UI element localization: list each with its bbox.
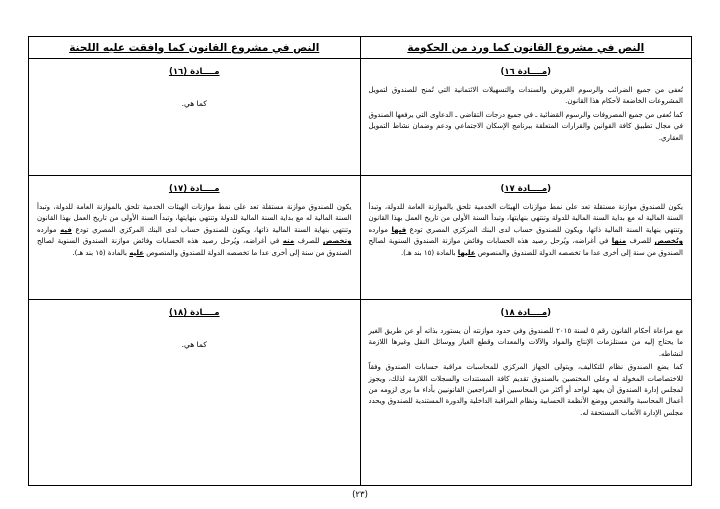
emphasized-word: منها bbox=[611, 237, 627, 246]
article-title: مــــادة (١٧) bbox=[168, 184, 220, 194]
article-paragraph: كما يضع الصندوق نظام للتكاليف، ويتولى الجهاز المركزي للمحاسبات مراقبة حسابات الصندوق وفقاً للاختصاصات المخولة له وعلى المختصين بالصندوق تقديم كافة المستندات والسجلات اللازمة لذلك، ويجوز لمجلس إدارة الصندوق أن يعهد لواحد أو أكثر من المحاسبين أو المراجعين القانونيين بأداء ما يرى لزومه من أعمال المحاسبة والفحص ووضع الأنظمة الحسابية ونظام المراقبة الداخلية والدورة المستندية للصندوق ويحدد مجلس الإدارة الأتعاب المستحقة له. bbox=[368, 363, 683, 417]
article-title: مــــادة ١٧ bbox=[504, 184, 548, 194]
article-title: مــــادة (١٨) bbox=[168, 308, 220, 318]
committee-article-17 bbox=[29, 176, 361, 300]
table-header-row bbox=[29, 37, 692, 59]
article-title: مــــادة (١٦) bbox=[168, 67, 220, 77]
emphasized-word: فيها bbox=[391, 225, 407, 234]
unchanged-note: كما هي. bbox=[181, 340, 207, 349]
comparison-table bbox=[28, 36, 692, 486]
article-title: مــــادة ١٦ bbox=[504, 67, 548, 77]
article-18-row bbox=[29, 300, 692, 486]
article-17-row bbox=[29, 176, 692, 300]
article-paragraph: يكون للصندوق موازنة مستقلة تعد على نمط موازنات الهيئات الخدمية تلحق بالموازنة العامة للدولة، وتبدأ السنة المالية له مع بداية السنة المالية للدولة وتنتهي بنهايتها، وتبدأ السنة الأولى من تاريخ العمل بهذا القانون وتنتهي بنهاية السنة المالية ذاتها، ويكون للصندوق حساب لدى البنك المركزي المصري تودع فيه موارده وتخصص للصرف منه في أغراضه، ويُرحل رصيد هذه الحسابات وفائض موازنة الصندوق السنوية لصالح الصندوق من سنة إلى أخرى عدا ما تخصصه الدولة للصندوق والمنصوص عليه بالمادة (١٥ بند هـ). bbox=[37, 203, 352, 257]
government-text-header: النص في مشروع القانون كما ورد من الحكومة bbox=[360, 37, 692, 59]
committee-article-16 bbox=[29, 59, 361, 176]
government-article-18: (مــــادة ١٨) مع مراعاة أحكام القانون رقم ٥ لسنة ٢٠١٥ للصندوق وفي حدود موازنته أن يستورد بذاته أو عن طريق الغير ما يحتاج إليه من مستلزمات الإنتاج والمواد والآلات والمعدات وقطع الغيار ووسائل النقل وغيرها اللازمة لنشاطه. كما يضع الصندوق نظام للتكاليف، ويتولى الجهاز المركزي للمحاسبات مراقبة حسابات الصندوق وفقاً للاختصاصات المخولة له وعلى المختصين بالصندوق تقديم كافة المستندات والسجلات اللازمة لذلك، ويجوز لمجلس إدارة الصندوق أن يعهد لواحد أو أكثر من المحاسبين أو المراجعين القانونيين بأداء ما يرى لزومه من أعمال المحاسبة والفحص ووضع الأنظمة الحسابية ونظام المراقبة الداخلية والدورة المستندية للصندوق ويحدد مجلس الإدارة الأتعاب المستحقة له. bbox=[360, 300, 692, 486]
committee-article-18 bbox=[29, 300, 361, 486]
emphasized-word: وتُخصص bbox=[654, 237, 684, 246]
emphasized-word: عليه bbox=[129, 248, 144, 257]
article-paragraph: يكون للصندوق موازنة مستقلة تعد على نمط موازنات الهيئات الخدمية تلحق بالموازنة العامة للدولة، وتبدأ السنة المالية له مع بداية السنة المالية للدولة وتنتهي بنهايتها، وتبدأ السنة الأولى من تاريخ العمل بهذا القانون وتنتهي بنهاية السنة المالية ذاتها، ويكون للصندوق حساب لدى البنك المركزي المصري تودع فيها موارده وتُخصص للصرف منها في أغراضه، ويُرحل رصيد هذه الحسابات وفائض موازنة الصندوق السنوية لصالح الصندوق من سنة إلى أخرى عدا ما تخصصه الدولة للصندوق والمنصوص عليها بالمادة (١٥ بند هـ). bbox=[368, 203, 684, 257]
committee-text-header: النص في مشروع القانون كما وافقت عليه اللجنة bbox=[29, 37, 361, 59]
article-16-row bbox=[29, 59, 692, 176]
page-number: (٢٣) bbox=[352, 490, 368, 500]
emphasized-word: منه bbox=[282, 237, 295, 246]
emphasized-word: عليها bbox=[457, 248, 476, 257]
article-title: مــــادة ١٨ bbox=[504, 308, 548, 318]
article-paragraph: تُعفى من جميع الضرائب والرسوم القروض والسندات والتسهيلات الائتمانية التي تُمنح للصندوق لتمويل المشروعات الخاضعة لأحكام هذا القانون. bbox=[368, 86, 683, 106]
article-paragraph: مع مراعاة أحكام القانون رقم ٥ لسنة ٢٠١٥ للصندوق وفي حدود موازنته أن يستورد بذاته أو عن طريق الغير ما يحتاج إليه من مستلزمات الإنتاج والمواد والآلات والمعدات وقطع الغيار ووسائل النقل وغيرها اللازمة لنشاطه. bbox=[368, 327, 683, 358]
unchanged-note: كما هي. bbox=[181, 99, 207, 108]
emphasized-word: وتخصص bbox=[323, 237, 352, 246]
emphasized-word: فيه bbox=[60, 225, 72, 234]
government-article-16: (مــــادة ١٦) تُعفى من جميع الضرائب والرسوم القروض والسندات والتسهيلات الائتمانية التي تُمنح للصندوق لتمويل المشروعات الخاضعة لأحكام هذا القانون. كما تُعفى من جميع المصروفات والرسوم القضائية ـ في جميع درجات التقاضي ـ الدعاوى التي يرفعها الصندوق في مجال تطبيق كافة القوانين والقرارات المتعلقة ببرنامج الإسكان الاجتماعي ودعم وضمان نشاط التمويل العقاري. bbox=[360, 59, 692, 176]
government-article-17: (مــــادة ١٧) يكون للصندوق موازنة مستقلة تعد على نمط موازنات الهيئات الخدمية تلحق بالموازنة العامة للدولة، وتبدأ السنة المالية له مع بداية السنة المالية للدولة وتنتهي بنهايتها، وتبدأ السنة الأولى من تاريخ العمل بهذا القانون وتنتهي بنهاية السنة المالية ذاتها، ويكون للصندوق حساب لدى البنك المركزي المصري تودع فيها موارده وتُخصص للصرف منها في أغراضه، ويُرحل رصيد هذه الحسابات وفائض موازنة الصندوق السنوية لصالح الصندوق من سنة إلى أخرى عدا ما تخصصه الدولة للصندوق والمنصوص عليها بالمادة (١٥ بند هـ). bbox=[360, 176, 692, 300]
article-paragraph: كما تُعفى من جميع المصروفات والرسوم القضائية ـ في جميع درجات التقاضي ـ الدعاوى التي يرفعها الصندوق في مجال تطبيق كافة القوانين والقرارات المتعلقة ببرنامج الإسكان الاجتماعي ودعم وضمان نشاط التمويل العقاري. bbox=[368, 110, 683, 142]
